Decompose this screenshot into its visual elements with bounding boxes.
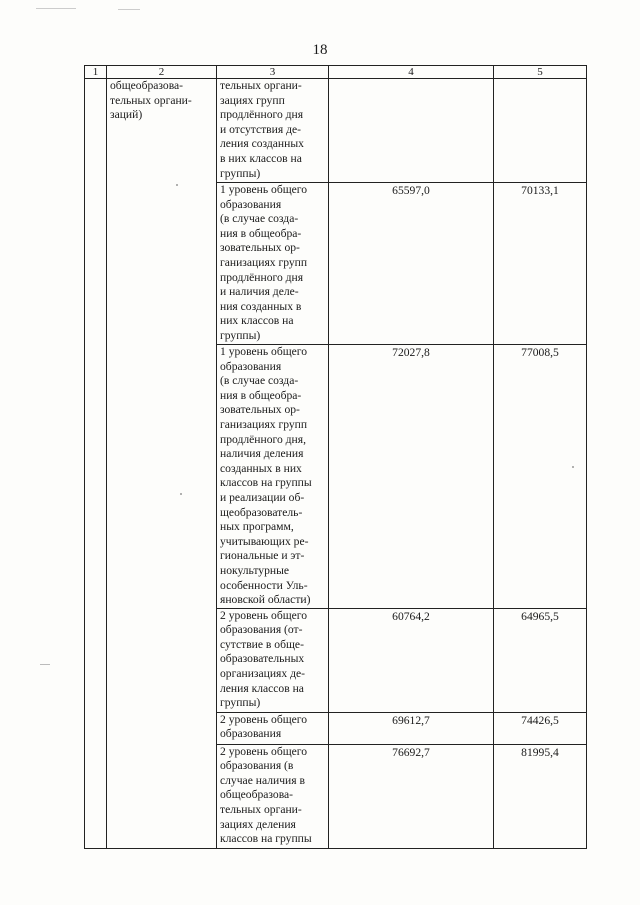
row-desc: 2 уровень общего образования (от- сутствие в обще- образовательных организациях де- ления классов на группы): [217, 608, 329, 712]
header-row: [85, 66, 587, 79]
row-desc: 1 уровень общего образования (в случае созда- ния в общеобра- зовательных ор- ганизациях групп продлённого дня, наличия деления созданных в них классов на группы и реализации об- щеобразователь- ных программ, учитывающих ре- гиональные и эт- нокультурные особенности Уль- яновской области): [217, 345, 329, 609]
data-table: [84, 65, 587, 849]
row-value-5: 77008,5: [494, 345, 587, 609]
row-value-4: [329, 79, 494, 183]
row-value-5: [494, 79, 587, 183]
col1-cell: [85, 79, 107, 849]
row-value-5: 64965,5: [494, 608, 587, 712]
col2-cell: общеобразова- тельных органи- заций): [107, 79, 217, 849]
scan-speck: [180, 493, 182, 495]
row-desc: тельных органи- зациях групп продлённого дня и отсутствия де- ления созданных в них классов на группы): [217, 79, 329, 183]
row-value-5: 81995,4: [494, 744, 587, 848]
table-row: [85, 79, 587, 183]
row-desc: 2 уровень общего образования: [217, 712, 329, 744]
page-number: 18: [312, 42, 328, 58]
scan-speck: [118, 9, 140, 10]
row-value-5: 70133,1: [494, 183, 587, 345]
row-value-5: 74426,5: [494, 712, 587, 744]
scan-speck: [36, 8, 76, 9]
header-col-5: 5: [494, 66, 587, 79]
row-value-4: 60764,2: [329, 608, 494, 712]
header-col-2: 2: [107, 66, 217, 79]
row-desc: 1 уровень общего образования (в случае созда- ния в общеобра- зовательных ор- ганизациях групп продлённого дня и наличия деле- ния созданных в них классов на группы): [217, 183, 329, 345]
row-desc: 2 уровень общего образования (в случае наличия в общеобразова- тельных органи- зациях деления классов на группы: [217, 744, 329, 848]
scan-speck: [572, 466, 574, 468]
scan-speck: [40, 664, 50, 665]
scan-speck: [176, 184, 178, 186]
header-col-1: 1: [85, 66, 107, 79]
row-value-4: 65597,0: [329, 183, 494, 345]
header-col-3: 3: [217, 66, 329, 79]
header-col-4: 4: [329, 66, 494, 79]
row-value-4: 72027,8: [329, 345, 494, 609]
row-value-4: 76692,7: [329, 744, 494, 848]
row-value-4: 69612,7: [329, 712, 494, 744]
